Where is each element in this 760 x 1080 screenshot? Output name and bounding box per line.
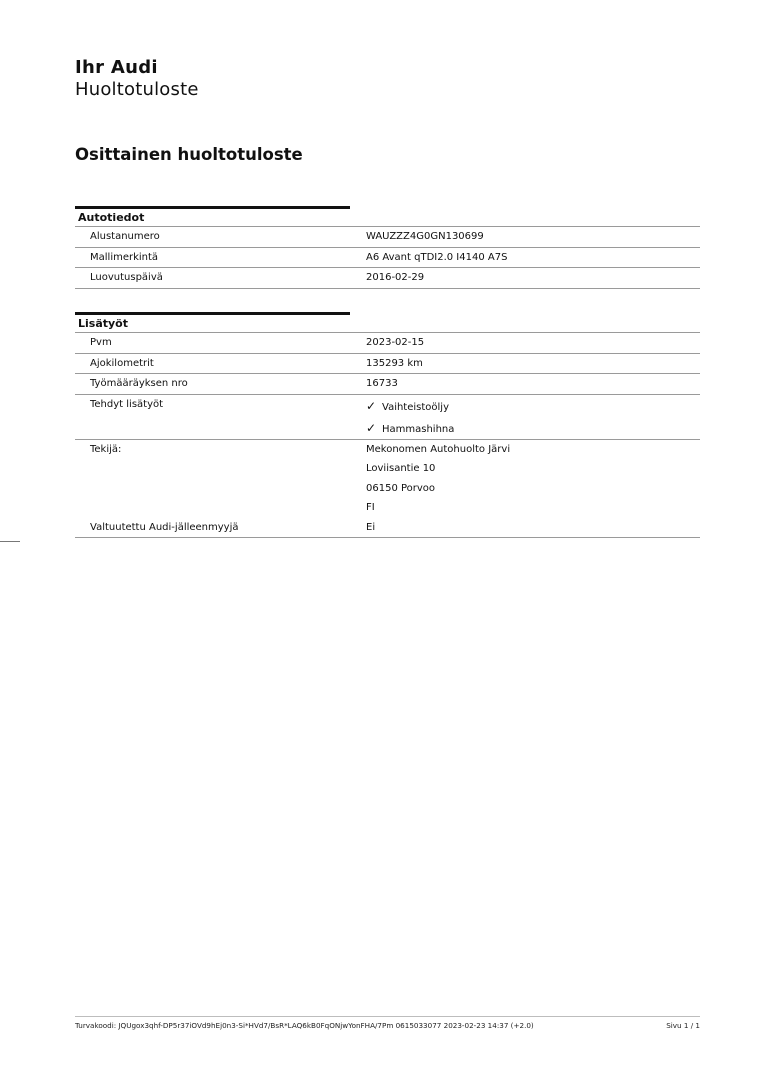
table-row-model: [75, 248, 700, 269]
model-value: A6 Avant qTDI2.0 I4140 A7S: [366, 251, 508, 263]
car-info-header: [75, 206, 700, 227]
authorized-dealer-value: Ei: [366, 521, 376, 533]
list-item: [366, 395, 700, 417]
table-row-work-order: [75, 374, 700, 395]
done-item-2: Hammashihna: [382, 423, 455, 435]
footer: [75, 1016, 700, 1031]
delivery-date-label: Luovutuspäivä: [90, 272, 163, 283]
vin-label: Alustanumero: [90, 231, 160, 242]
done-item-1: Vaihteistoöljy: [382, 401, 450, 413]
check-icon: ✓: [366, 420, 377, 435]
table-row-date: [75, 333, 700, 354]
performer-label: Tekijä:: [90, 443, 122, 455]
performer-name: Mekonomen Autohuolto Järvi: [366, 443, 511, 455]
brand-name: Ihr Audi: [75, 57, 158, 78]
performer-street: Loviisantie 10: [366, 463, 436, 474]
delivery-date-value: 2016-02-29: [366, 272, 425, 283]
vin-value: WAUZZZ4G0GN130699: [366, 231, 484, 242]
performer-postal: 06150 Porvoo: [366, 482, 436, 494]
work-order-label: Työmääräyksen nro: [90, 378, 188, 389]
car-info-title: Autotiedot: [78, 211, 145, 224]
security-code: Turvakoodi: JQUgox3qhf-DP5r37iOVd9hEj0n3-Si*HVd7/BsR*LAQ6kB0FqONjwYonFHA/7Pm 0615033077 2023-02-23 14:37 (+2.0): [75, 1021, 534, 1030]
performer-country: FI: [366, 502, 375, 513]
mileage-label: Ajokilometrit: [90, 357, 154, 369]
document-type: Huoltotuloste: [75, 79, 199, 100]
table-row-performer: [75, 440, 700, 518]
car-info-section: [75, 206, 700, 289]
table-row-authorized-dealer: [75, 518, 700, 539]
table-row-done-work: [75, 395, 700, 440]
extra-work-header: [75, 312, 700, 333]
date-value: 2023-02-15: [366, 337, 425, 348]
table-row-delivery-date: [75, 268, 700, 289]
check-icon: ✓: [366, 398, 377, 413]
margin-mark: [0, 541, 20, 542]
date-label: Pvm: [90, 337, 112, 348]
list-item: [366, 417, 700, 439]
extra-work-title: Lisätyöt: [78, 317, 128, 330]
done-work-label: Tehdyt lisätyöt: [90, 398, 164, 410]
table-row-vin: [75, 227, 700, 248]
table-row-mileage: [75, 354, 700, 375]
mileage-value: 135293 km: [366, 357, 423, 369]
extra-work-section: [75, 312, 700, 538]
authorized-dealer-label: Valtuutettu Audi-jälleenmyyjä: [90, 521, 239, 533]
work-order-value: 16733: [366, 378, 398, 389]
page-title: Osittainen huoltotuloste: [75, 145, 303, 164]
model-label: Mallimerkintä: [90, 251, 159, 263]
brand-header: [75, 57, 199, 101]
page-number: Sivu 1 / 1: [666, 1021, 700, 1030]
